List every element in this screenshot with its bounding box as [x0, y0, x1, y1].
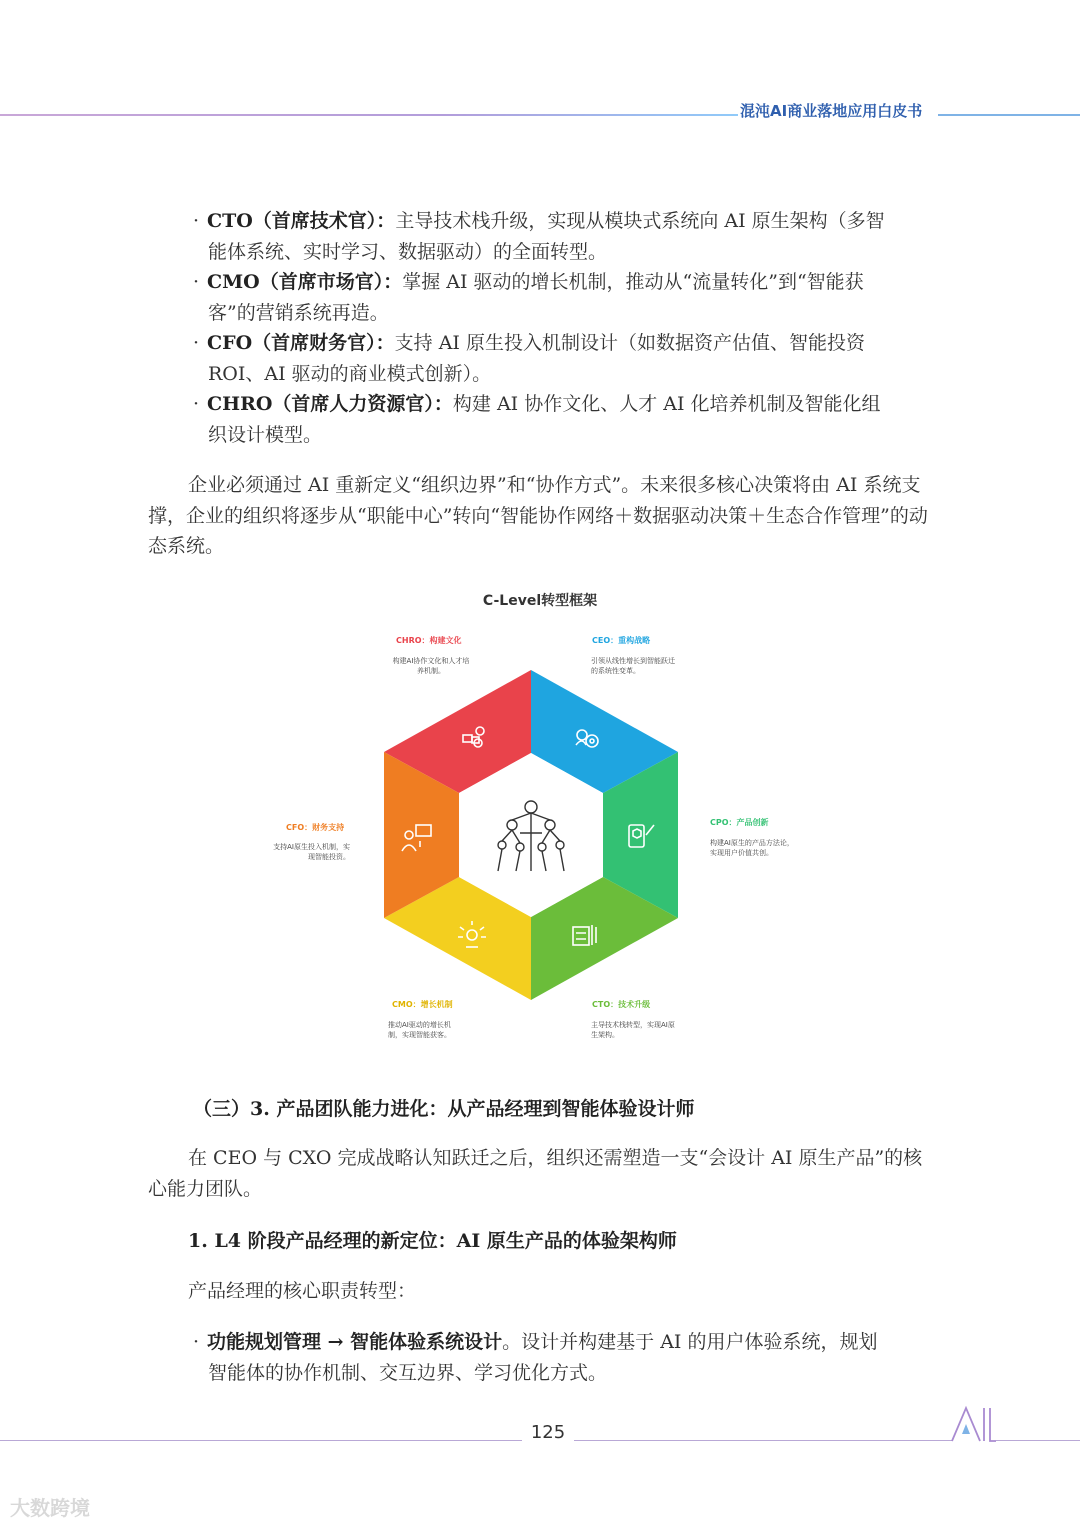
hexagon-framework-diagram	[380, 665, 682, 1005]
bullet-role: CHRO（首席人力资源官）：	[207, 393, 453, 415]
subheading-pm-role: 1. L4 阶段产品经理的新定位：AI 原生产品的体验架构师	[188, 1230, 677, 1252]
label-chro: CHRO：构建文化	[396, 636, 462, 645]
footer-rule-right	[574, 1440, 952, 1441]
label-cto: CTO：技术升级	[592, 1000, 651, 1009]
desc-cfo: 支持AI原生投入机制，实现智能投资。	[273, 843, 350, 861]
bullet-role: CTO（首席技术官）：	[207, 210, 396, 232]
label-ceo: CEO：重构战略	[592, 636, 651, 645]
bullet-pm-transformation: · 功能规划管理 → 智能体验系统设计。设计并构建基于 AI 的用户体验系统，规划 智能体的协作机制、交互边界、学习优化方式。	[193, 1331, 878, 1384]
section-heading: （三）3. 产品团队能力进化：从产品经理到智能体验设计师	[193, 1098, 695, 1120]
desc-ceo: 引领从线性增长到智能跃迁的系统性变革。	[591, 657, 675, 675]
bullet-role: CFO（首席财务官）：	[207, 332, 395, 354]
desc-cto: 主导技术栈转型，实现AI原生架构。	[591, 1021, 675, 1039]
ai-logo	[950, 1404, 998, 1444]
bullet-chro: · CHRO（首席人力资源官）：构建 AI 协作文化、人才 AI 化培养机制及智能化组 织设计模型。	[193, 393, 881, 446]
label-cfo: CFO：财务支持	[286, 823, 345, 832]
watermark: 大数跨境	[10, 1496, 90, 1520]
bullet-cto: · CTO（首席技术官）：主导技术栈升级，实现从模块式系统向 AI 原生架构（多智 能体系统、实时学习、数据驱动）的全面转型。	[193, 210, 885, 263]
paragraph-pm-duties: 产品经理的核心职责转型：	[188, 1280, 417, 1302]
label-cpo: CPO：产品创新	[710, 818, 769, 827]
bullet-role: CMO（首席市场官）：	[207, 271, 403, 293]
paragraph-core-team: 在 CEO 与 CXO 完成战略认知跃迁之后，组织还需塑造一支“会设计 AI 原生产品”的核心能力团队。	[148, 1147, 923, 1200]
footer-rule-left	[0, 1440, 522, 1441]
running-header-title: 混沌AI商业落地应用白皮书	[740, 102, 923, 120]
bullet-cmo: · CMO（首席市场官）：掌握 AI 驱动的增长机制，推动从“流量转化”到“智能获 客”的营销系统再造。	[193, 271, 864, 324]
desc-cpo: 构建AI原生的产品方法论，实现用户价值共创。	[710, 839, 794, 857]
figure-title: C-Level转型框架	[482, 593, 598, 609]
label-cmo: CMO：增长机制	[392, 1000, 453, 1009]
footer-rule-end	[996, 1440, 1080, 1441]
desc-chro: 构建AI协作文化和人才培养机制。	[392, 657, 470, 675]
bullet-cfo: · CFO（首席财务官）：支持 AI 原生投入机制设计（如数据资产估值、智能投资 ROI、AI 驱动的商业模式创新）。	[193, 332, 865, 385]
page-number: 125	[530, 1422, 566, 1443]
desc-cmo: 推动AI驱动的增长机制，实现智能获客。	[388, 1021, 451, 1039]
header-rule-right	[938, 114, 1080, 116]
header-rule-left	[0, 114, 738, 116]
bullet-role: 功能规划管理 → 智能体验系统设计	[207, 1331, 503, 1353]
paragraph-org-boundary: 企业必须通过 AI 重新定义“组织边界”和“协作方式”。未来很多核心决策将由 AI 系统支撑，企业的组织将逐步从“职能中心”转向“智能协作网络＋数据驱动决策＋生态合作管理”的动态系统。	[148, 474, 928, 557]
